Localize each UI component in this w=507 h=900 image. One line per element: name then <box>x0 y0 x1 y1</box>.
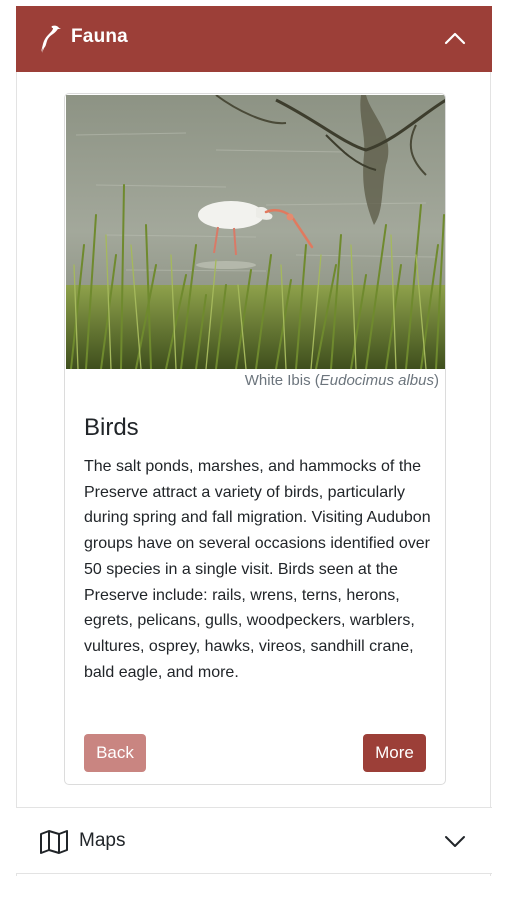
maps-title: Maps <box>79 830 126 851</box>
fauna-title: Fauna <box>71 26 128 47</box>
photo-caption <box>245 372 439 389</box>
card-title: Birds <box>84 414 139 441</box>
heron-icon <box>38 24 62 54</box>
maps-accordion-header[interactable] <box>16 807 492 874</box>
caption-scientific-name: Eudocimus albus <box>319 372 434 389</box>
back-button[interactable]: Back <box>84 734 146 772</box>
chevron-down-icon[interactable] <box>444 834 466 848</box>
accordion <box>16 6 491 876</box>
map-icon <box>39 829 69 855</box>
caption-close: ) <box>434 372 439 389</box>
caption-common-name: White Ibis ( <box>244 372 320 389</box>
fauna-accordion-header[interactable] <box>16 6 492 72</box>
white-ibis-photo <box>66 95 446 369</box>
more-button[interactable]: More <box>363 734 426 772</box>
chevron-up-icon[interactable] <box>444 30 466 46</box>
birds-card <box>64 93 446 785</box>
card-body-text: The salt ponds, marshes, and hammocks of the Preserve attract a variety of birds, particularly during spring and fall migration. Visiting Audubon groups have on several occasions identified over 50 species in a single visit. Birds seen at the Preserve include: rails, wrens, terns, herons, egrets, pelicans, gulls, woodpeckers, warblers, vultures, osprey, hawks, vireos, sandhill crane, bald eagle, and more. <box>84 458 431 681</box>
